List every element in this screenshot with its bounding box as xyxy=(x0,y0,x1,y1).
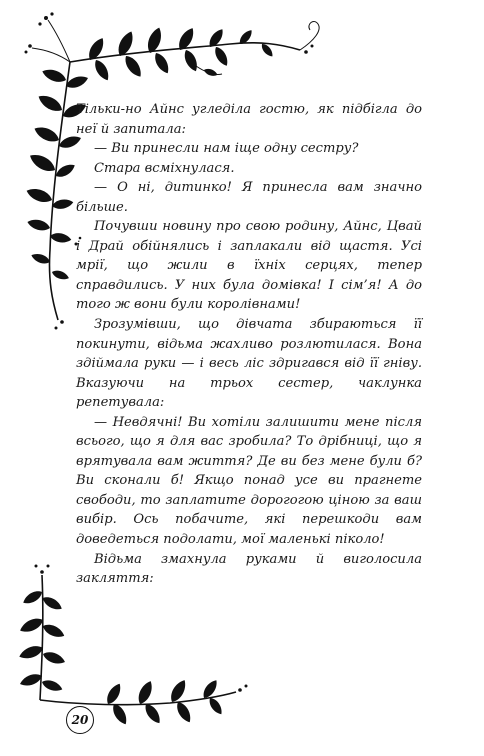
paragraph: Відьма змахнула руками й виголосила закляття: xyxy=(76,551,422,587)
body-text xyxy=(76,100,422,589)
paragraph: — Ви принесли нам іще одну сестру? xyxy=(94,141,359,157)
paragraph: Почувши новину про свою родину, Айнс, Цвай і Драй обійнялись і заплакали від щастя. Усі мрії, що жили в їхніх серцях, тепер справдились. У них була домівка! І сім’я! А до того ж вони були королівнами! xyxy=(76,219,422,313)
page-number: 20 xyxy=(66,706,94,734)
paragraph: Тільки-но Айнс угледіла гостю, як підбігла до неї й запитала: xyxy=(76,102,422,137)
paragraph: Стара всміхнулася. xyxy=(94,160,235,176)
paragraph: Зрозумівши, що дівчата збираються її покинути, відьма жахливо розлютилася. Вона здіймала руки — і весь ліс здригався від її гніву. Вказуючи на трьох сестер, чаклунка репетувала: xyxy=(76,317,422,411)
paragraph: — Невдячні! Ви хотіли залишити мене після всього, що я для вас зробила? То дрібниці, що я врятувала вам життя? Де ви без мене були б? Ви сконали б! Якщо понад усе ви прагнете свободи, то заплатите дорогогою ціною за ваш вибір. Ось побачите, які перешкоди вам доведеться подолати, мої маленькі піколо! xyxy=(76,414,422,548)
paragraph: — О ні, дитинко! Я принесла вам значно більше. xyxy=(76,180,422,215)
